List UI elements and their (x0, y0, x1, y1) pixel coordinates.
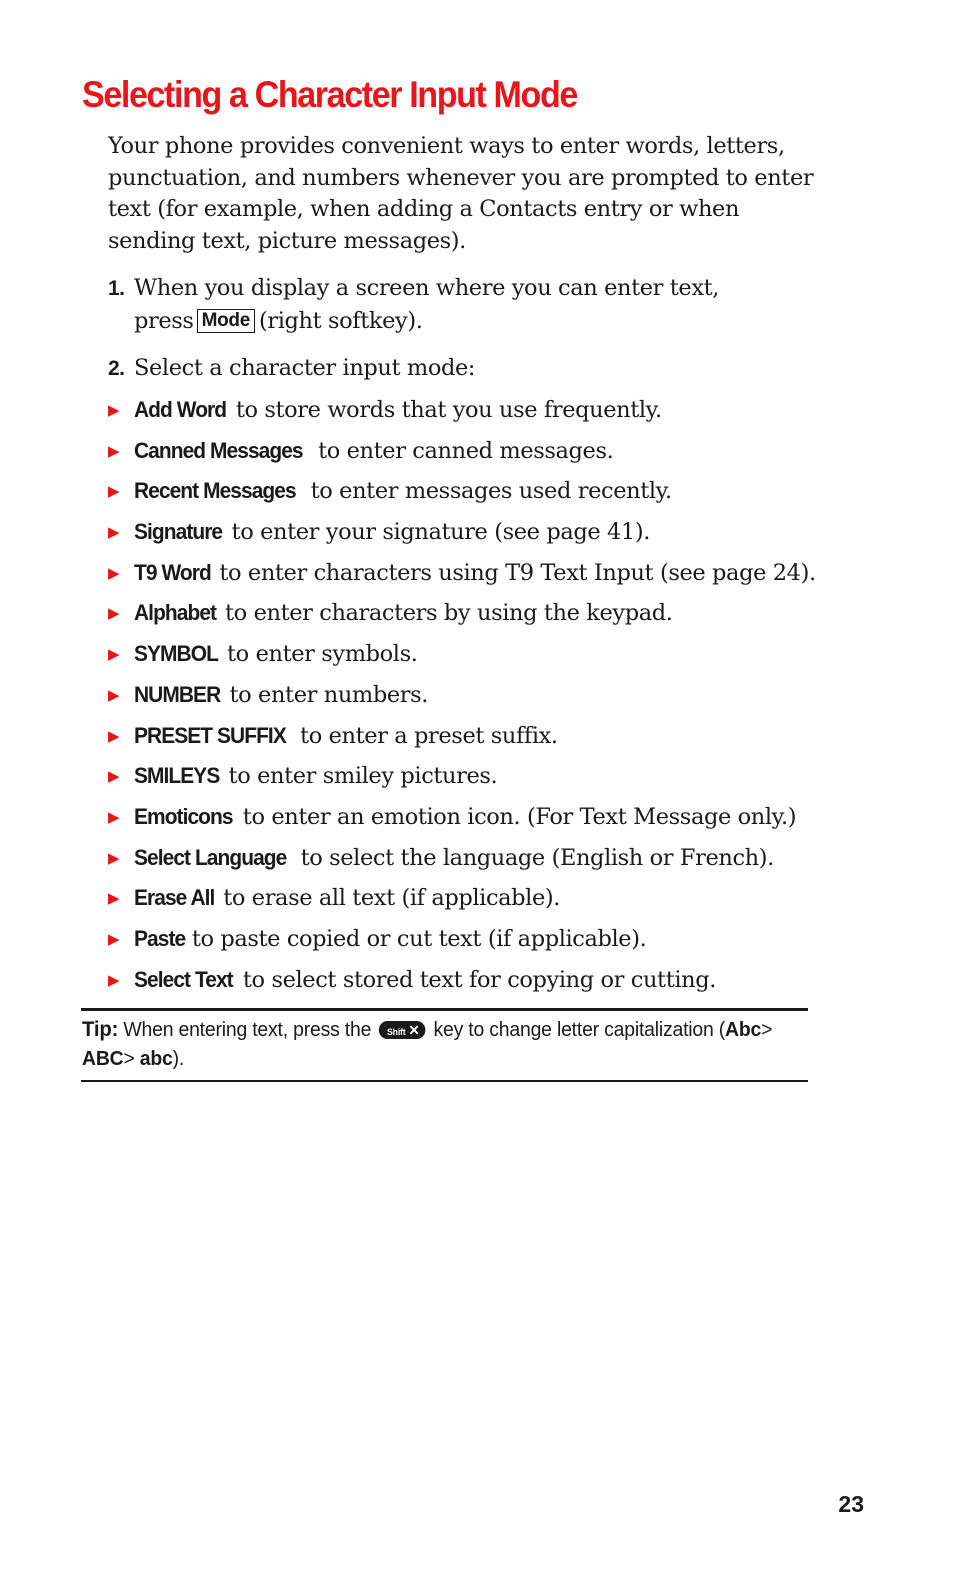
mode-softkey: Mode (197, 309, 255, 333)
list-item (108, 840, 848, 881)
page-number: 23 (838, 1491, 864, 1517)
bullet-arrow-icon: ▶ (108, 807, 120, 826)
shift-key-label: Shift (387, 1027, 406, 1037)
option-description: to select stored text for copying or cutting. (242, 966, 716, 993)
bullet-arrow-icon: ▶ (108, 685, 120, 704)
option-description: to paste copied or cut text (if applicable). (191, 925, 647, 952)
input-mode-list (108, 392, 848, 1002)
list-item (108, 514, 848, 555)
list-item (108, 555, 848, 596)
option-description: to enter characters by using the keypad. (225, 600, 673, 627)
bullet-arrow-icon: ▶ (108, 929, 120, 948)
list-item (108, 921, 848, 962)
option-description: to enter your signature (see page 41). (231, 519, 650, 546)
option-name: T9 Word (134, 559, 211, 585)
step-2-text: Select a character input mode: (134, 355, 476, 381)
option-description: to enter numbers. (229, 681, 429, 708)
option-name: Paste (134, 925, 186, 951)
option-name: Add Word (134, 397, 227, 422)
option-description: to enter messages used recently. (310, 478, 672, 505)
mode-separator: > (123, 1048, 135, 1070)
bullet-arrow-icon: ▶ (108, 889, 120, 908)
step-1-line1: When you display a screen where you can enter text, (134, 275, 720, 301)
tip-text-end: ). (172, 1048, 185, 1070)
option-description: to enter a preset suffix. (300, 722, 558, 749)
tip-text-middle: key to change letter capitalization ( (433, 1019, 726, 1041)
step-1-press-text: press (134, 308, 194, 334)
tip-text-start: When entering text, press the (123, 1019, 372, 1041)
list-item (108, 433, 848, 474)
step-1-line2 (134, 305, 719, 338)
option-name: Signature (134, 519, 223, 545)
bullet-arrow-icon: ▶ (108, 767, 120, 786)
option-description: to enter smiley pictures. (228, 763, 498, 790)
list-item (108, 473, 848, 514)
bullet-arrow-icon: ▶ (108, 523, 120, 542)
mode-abc-lower: abc (139, 1048, 173, 1070)
step-1-number: 1. (108, 277, 125, 300)
list-item (108, 758, 848, 799)
list-item (108, 636, 848, 677)
step-2 (108, 352, 475, 385)
option-name: Alphabet (134, 600, 217, 626)
tip-label: Tip: (82, 1018, 119, 1041)
bullet-arrow-icon: ▶ (108, 563, 120, 582)
mode-abc-upper: ABC (82, 1048, 124, 1070)
bullet-arrow-icon: ▶ (108, 970, 120, 989)
bullet-arrow-icon: ▶ (108, 482, 120, 501)
option-description: to enter characters using T9 Text Input (see page 24). (219, 559, 816, 586)
option-name: SYMBOL (134, 641, 218, 667)
list-item (108, 880, 848, 921)
list-item (108, 677, 848, 718)
mode-abc-initial: Abc (725, 1019, 762, 1041)
option-name: SMILEYS (134, 763, 220, 789)
tip-top-divider (81, 1008, 808, 1011)
tip-bottom-divider (81, 1080, 808, 1082)
bullet-arrow-icon: ▶ (108, 726, 120, 745)
option-name: Emoticons (134, 803, 233, 829)
step-2-number: 2. (108, 357, 125, 380)
option-description: to enter canned messages. (318, 437, 614, 464)
option-name: Erase All (134, 885, 215, 911)
bullet-arrow-icon: ▶ (108, 401, 120, 419)
bullet-arrow-icon: ▶ (108, 441, 120, 460)
option-description: to select the language (English or French). (300, 844, 774, 871)
bullet-arrow-icon: ▶ (108, 645, 120, 664)
option-name: Select Language (134, 844, 287, 870)
list-item (108, 595, 848, 636)
option-description: to enter an emotion icon. (For Text Message only.) (242, 803, 797, 830)
mode-separator: > (761, 1019, 773, 1041)
option-description: to erase all text (if applicable). (223, 885, 561, 912)
step-1-softkey-text: (right softkey). (258, 308, 423, 334)
step-1 (108, 272, 719, 338)
option-name: PRESET SUFFIX (134, 722, 286, 748)
intro-paragraph: Your phone provides convenient ways to enter words, letters, punctuation, and numbers whenever you are prompted to enter text (for example, when adding a Contacts entry or when sending text, picture messages). (108, 133, 814, 254)
tip-box (82, 1015, 780, 1074)
option-name: NUMBER (134, 681, 221, 707)
option-name: Recent Messages (134, 478, 296, 504)
list-item (108, 392, 848, 433)
option-description: to store words that you use frequently. (235, 397, 662, 423)
shift-key-symbol: ✕ (408, 1022, 420, 1038)
bullet-arrow-icon: ▶ (108, 604, 120, 623)
option-name: Select Text (134, 966, 233, 992)
list-item (108, 962, 848, 1003)
option-description: to enter symbols. (227, 641, 418, 668)
bullet-arrow-icon: ▶ (108, 848, 120, 867)
list-item (108, 799, 848, 840)
shift-key-icon (379, 1021, 425, 1039)
list-item (108, 718, 848, 759)
option-name: Canned Messages (134, 437, 303, 463)
page-title: Selecting a Character Input Mode (82, 74, 577, 115)
